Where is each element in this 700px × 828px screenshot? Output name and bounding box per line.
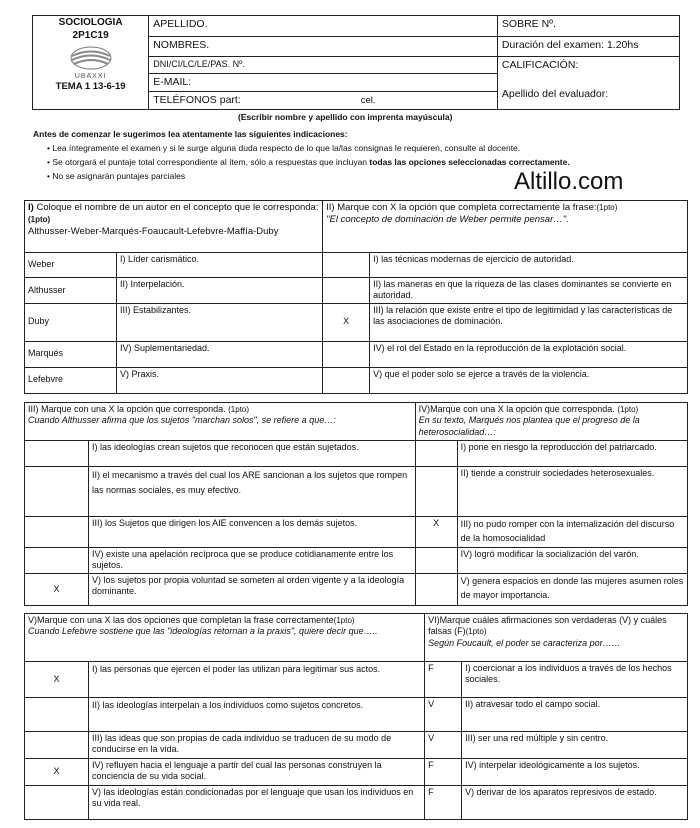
q5-mark-cell[interactable]: X (25, 662, 89, 698)
sobre-field[interactable]: SOBRE Nº. (497, 16, 679, 37)
q5-header: V)Marque con una X las dos opciones que completan la frase correctamente(1pto) Cuando Lefebvre sostiene que las "ideologías retornan a la praxis", quiere decir que….. (25, 614, 425, 662)
section-q5-q6 (24, 613, 688, 820)
q3-option: I) las ideologías crean sujetos que reconocen que están sujetados. (89, 441, 416, 467)
calificacion-label: CALIFICACIÓN: (501, 59, 579, 71)
q3-mark-cell[interactable] (25, 517, 89, 548)
logo-text: UBAXXI (74, 73, 107, 81)
q3-mark-cell[interactable] (25, 441, 89, 467)
q3-option: IV) existe una apelación recíproca que se produce cotidianamente entre los sujetos. (89, 547, 416, 573)
watermark: Altillo.com (514, 168, 624, 195)
q6-answer-cell[interactable]: V (425, 698, 462, 732)
header-note: (Escribir nombre y apellido con imprenta mayúscula) (238, 112, 453, 122)
tema-date: TEMA 1 13-6-19 (55, 81, 126, 92)
q1-concept: V) Praxis. (117, 367, 323, 393)
q4-mark-cell[interactable] (415, 441, 457, 467)
q1-concept: III) Estabilizantes. (117, 303, 323, 341)
dni-field[interactable]: DNI/CI/LC/LE/PAS. Nº. (149, 57, 498, 74)
exam-header (32, 15, 680, 110)
q6-option: III) ser una red múltiple y sin centro. (462, 732, 688, 759)
duracion-label: Duración del examen: 1.20hs (497, 37, 679, 57)
email-field[interactable]: E-MAIL: (149, 74, 498, 92)
q1-author-cell[interactable]: Lefebvre (25, 367, 117, 393)
instruction-2: • Se otorgará el puntaje total correspondiente al ítem, sólo a respuestas que incluyan todas las opciones seleccionadas correctamente. (47, 157, 570, 167)
q5-mark-cell[interactable] (25, 698, 89, 732)
q3-mark-cell[interactable] (25, 467, 89, 517)
q1-authors: Althusser-Weber-Marqués-Foaucault-Lefebvre-Maffía-Duby (28, 225, 279, 237)
q6-prompt: Según Foucault, el poder se caracteriza por…… (428, 637, 621, 648)
section-q3-q4 (24, 402, 688, 606)
q3-header: III) Marque con una X la opción que corresponda. (1pto) Cuando Althusser afirma que los sujetos "marchan solos", se refiere a que…: (25, 403, 416, 441)
nombres-field[interactable]: NOMBRES. (149, 37, 498, 57)
q2-option: II) las maneras en que la riqueza de las clases dominantes se convierte en autoridad. (370, 278, 688, 304)
q2-header: II) Marque con X la opción que completa correctamente la frase:(1pto) "El concepto de dominación de Weber permite pensar…". (323, 201, 688, 253)
q5-option: I) las personas que ejercen el poder las utilizan para legitimar sus actos. (89, 662, 425, 698)
instruction-3: • No se asignarán puntajes parciales (47, 171, 186, 181)
q5-mark-cell[interactable] (25, 786, 89, 820)
q2-mark-cell[interactable] (323, 278, 370, 304)
q6-answer-cell[interactable]: V (425, 732, 462, 759)
q4-option: V) genera espacios en donde las mujeres asumen roles de mayor importancia. (457, 573, 687, 605)
cel-label: cel. (360, 95, 376, 107)
telefonos-label: TELÉFONOS part: (153, 94, 241, 107)
calificacion-block (497, 57, 679, 110)
q6-option: V) derivar de los aparatos represivos de estado. (462, 786, 688, 820)
q4-mark-cell[interactable] (415, 547, 457, 573)
q4-prompt: En su texto, Marqués nos plantea que el progreso de la heterosocialidad…: (418, 415, 640, 437)
q5-option: V) las ideologías están condicionadas por el lenguaje que usan los individuos en su vida real. (89, 786, 425, 820)
q1-author-cell[interactable]: Duby (25, 303, 117, 341)
q3-option: III) los Sujetos que dirigen los AIE convencen a los demás sujetos. (89, 517, 416, 548)
q2-mark-cell[interactable] (323, 341, 370, 367)
globe-icon (68, 45, 114, 71)
q5-mark-cell[interactable]: X (25, 759, 89, 786)
evaluador-label: Apellido del evaluador: (501, 88, 609, 101)
uba-logo (68, 45, 114, 79)
q6-answer-cell[interactable]: F (425, 786, 462, 820)
q5-option: IV) refluyen hacia el lenguaje a partir del cual las personas construyen la conciencia de su vida social. (89, 759, 425, 786)
q4-mark-cell[interactable]: X (415, 517, 457, 548)
q5-option: II) las ideologías interpelan a los individuos como sujetos concretos. (89, 698, 425, 732)
q6-header: VI)Marque cuáles afirmaciones son verdaderas (V) y cuáles falsas (F)(1pto) Según Foucault, el poder se caracteriza por…… (425, 614, 688, 662)
q2-option: III) la relación que existe entre el tipo de legitimidad y las características de las asociaciones de dominación. (370, 303, 688, 341)
q4-mark-cell[interactable] (415, 467, 457, 517)
q6-option: II) atravesar todo el campo social. (462, 698, 688, 732)
q5-mark-cell[interactable] (25, 732, 89, 759)
section-q1-q2 (24, 200, 688, 394)
q3-mark-cell[interactable] (25, 547, 89, 573)
q2-option: V) que el poder solo se ejerce a través de la violencia. (370, 367, 688, 393)
q2-option: IV) el rol del Estado en la reproducción de la explotación social. (370, 341, 688, 367)
q2-mark-cell[interactable]: X (323, 303, 370, 341)
q3-option: V) los sujetos por propia voluntad se someten al orden vigente y a la ideología dominante. (89, 573, 416, 605)
subject-block (33, 16, 149, 110)
q4-option: II) tiende a construir sociedades heterosexuales. (457, 467, 687, 517)
q2-prompt: "El concepto de dominación de Weber permite pensar…". (326, 213, 569, 225)
q4-header: IV)Marque con una X la opción que corresponda. (1pto) En su texto, Marqués nos plantea que el progreso de la heterosocialidad…: (415, 403, 687, 441)
q3-option: II) el mecanismo a través del cual los ARE sancionan a los sujetos que rompen las normas sociales, es muy efectivo. (89, 467, 416, 517)
q4-option: IV) logró modificar la socialización del varón. (457, 547, 687, 573)
subject-name: SOCIOLOGIA (58, 17, 123, 28)
q1-author-cell[interactable]: Marqués (25, 341, 117, 367)
q5-prompt: Cuando Lefebvre sostiene que las "ideologías retornan a la praxis", quiere decir que….. (28, 626, 378, 637)
q1-header: I) Coloque el nombre de un autor en el concepto que le corresponda:(1pto) Althusser-Weber-Marqués-Foaucault-Lefebvre-Maffía-Duby (25, 201, 323, 253)
q6-option: I) coercionar a los individuos a través de los hechos sociales. (462, 662, 688, 698)
q6-answer-cell[interactable]: F (425, 759, 462, 786)
q3-prompt: Cuando Althusser afirma que los sujetos "marchan solos", se refiere a que…: (28, 415, 336, 426)
q3-mark-cell[interactable]: X (25, 573, 89, 605)
q1-author-cell[interactable]: Weber (25, 253, 117, 278)
instructions-intro: Antes de comenzar le sugerimos lea atentamente las siguientes indicaciones: (33, 129, 348, 139)
subject-code: 2P1C19 (72, 29, 109, 41)
q6-answer-cell[interactable]: F (425, 662, 462, 698)
q6-option: IV) interpelar ideológicamente a los sujetos. (462, 759, 688, 786)
apellido-field[interactable]: APELLIDO. (149, 16, 498, 37)
instruction-1: • Lea íntegramente el examen y si le surge alguna duda respecto de lo que la/las consignas le requieren, consulte al docente. (47, 143, 521, 153)
q4-mark-cell[interactable] (415, 573, 457, 605)
q4-option: I) pone en riesgo la reproducción del patriarcado. (457, 441, 687, 467)
q1-author-cell[interactable]: Althusser (25, 278, 117, 304)
q1-concept: II) Interpelación. (117, 278, 323, 304)
q2-mark-cell[interactable] (323, 253, 370, 278)
q1-concept: IV) Suplementariedad. (117, 341, 323, 367)
q2-option: I) las técnicas modernas de ejercicio de autoridad. (370, 253, 688, 278)
q5-option: III) las ideas que son propias de cada individuo se traducen de su modo de conducirse en la vida. (89, 732, 425, 759)
telefonos-field[interactable] (149, 92, 498, 110)
q1-concept: I) Líder carismático. (117, 253, 323, 278)
q2-mark-cell[interactable] (323, 367, 370, 393)
q4-option: III) no pudo romper con la internalización del discurso de la homosocialidad (457, 517, 687, 548)
